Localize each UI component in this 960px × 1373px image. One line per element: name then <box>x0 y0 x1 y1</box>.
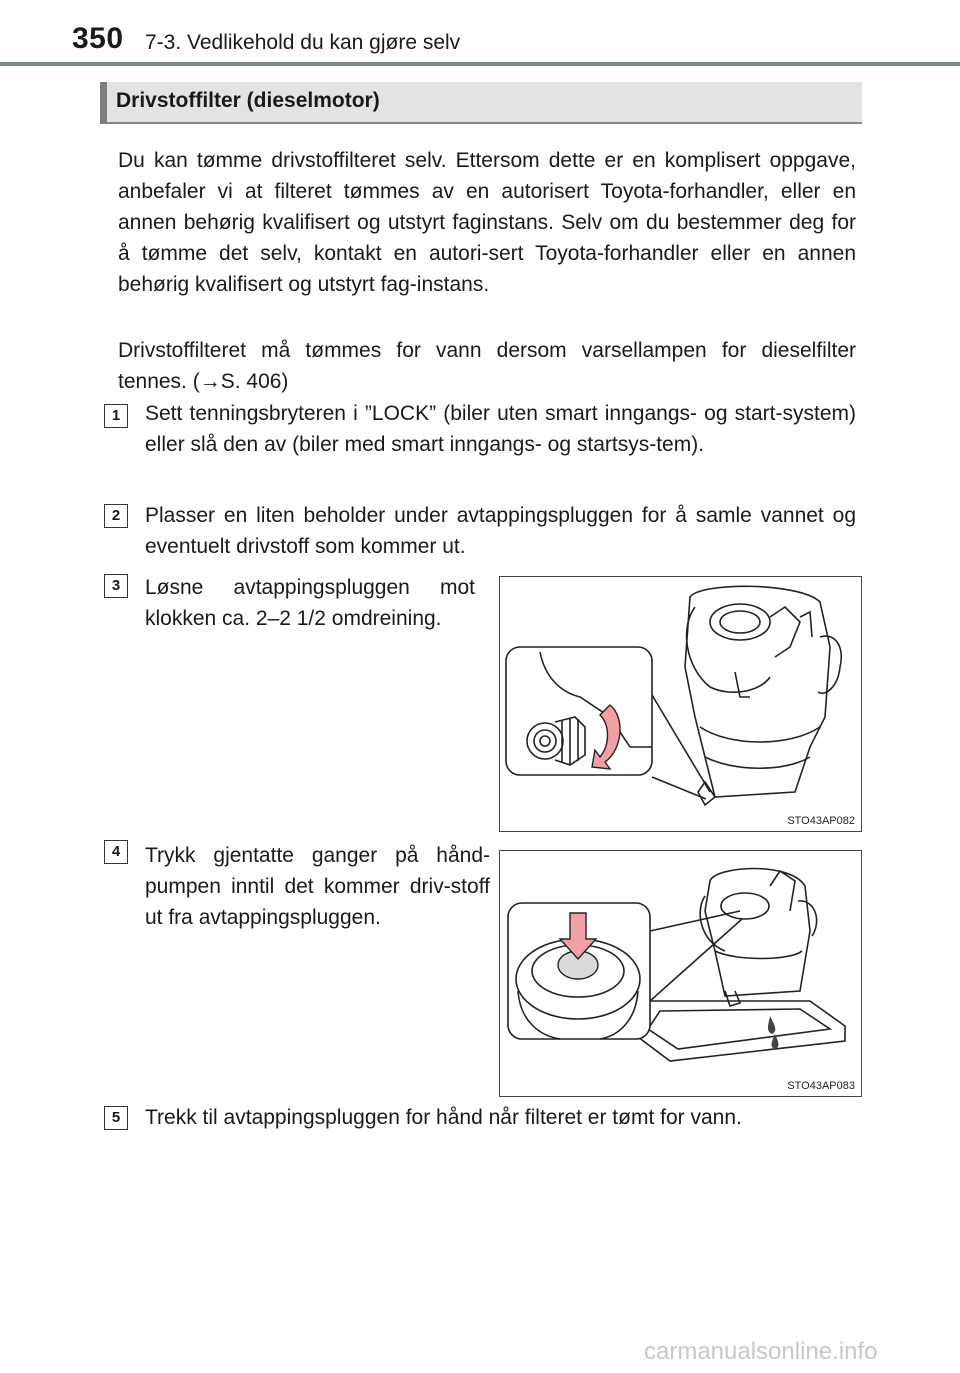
step-number-4: 4 <box>104 840 128 864</box>
step-number-5: 5 <box>104 1106 128 1130</box>
step-text-5: Trekk til avtappingspluggen for hånd når filteret er tømt for vann. <box>145 1106 742 1129</box>
figure-drain-plug <box>499 576 862 832</box>
fuel-filter-hand-pump-illustration <box>500 851 860 1095</box>
step-text-1: Sett tenningsbryteren i ”LOCK” (biler uten smart inngangs- og start-system) eller slå den av (biler med smart inngangs- og startsys-tem). <box>145 402 856 456</box>
step-text-4: Trykk gjentatte ganger på hånd-pumpen inntil det kommer driv-stoff ut fra avtappingspluggen. <box>145 844 490 929</box>
section-title: 7-3. Vedlikehold du kan gjøre selv <box>145 31 461 54</box>
step-number-3: 3 <box>104 574 128 598</box>
page-number: 350 <box>72 22 124 55</box>
heading-bar <box>100 82 107 124</box>
header-rule <box>0 62 960 66</box>
figure-code-2: STO43AP083 <box>787 1080 855 1092</box>
step-text-3: Løsne avtappingspluggen mot klokken ca. 2–2 1/2 omdreining. <box>145 576 475 630</box>
step-number-2: 2 <box>104 504 128 528</box>
warning-paragraph: Drivstoffilteret må tømmes for vann dersom varsellampen for dieselfilter tennes. (→S. 406) <box>118 339 856 393</box>
section-heading-text: Drivstoffilter (dieselmotor) <box>116 89 380 112</box>
fuel-filter-drain-plug-illustration <box>500 577 860 830</box>
section-heading <box>100 82 862 124</box>
figure-hand-pump <box>499 850 862 1097</box>
step-text-2: Plasser en liten beholder under avtappingspluggen for å samle vannet og eventuelt drivstoff som kommer ut. <box>145 504 856 558</box>
figure-code-1: STO43AP082 <box>787 815 855 827</box>
step-number-1: 1 <box>104 404 128 428</box>
watermark: carmanualsonline.info <box>644 1338 878 1365</box>
intro-paragraph: Du kan tømme drivstoffilteret selv. Ettersom dette er en komplisert oppgave, anbefaler vi at filteret tømmes av en autorisert Toyota-forhandler, eller en annen behørig kvalifisert og utstyrt faginstans. Selv om du bestemmer deg for å tømme det selv, kontakt en autori-sert Toyota-forhandler eller en annen behørig kvalifisert og utstyrt fag-instans. <box>118 149 856 296</box>
